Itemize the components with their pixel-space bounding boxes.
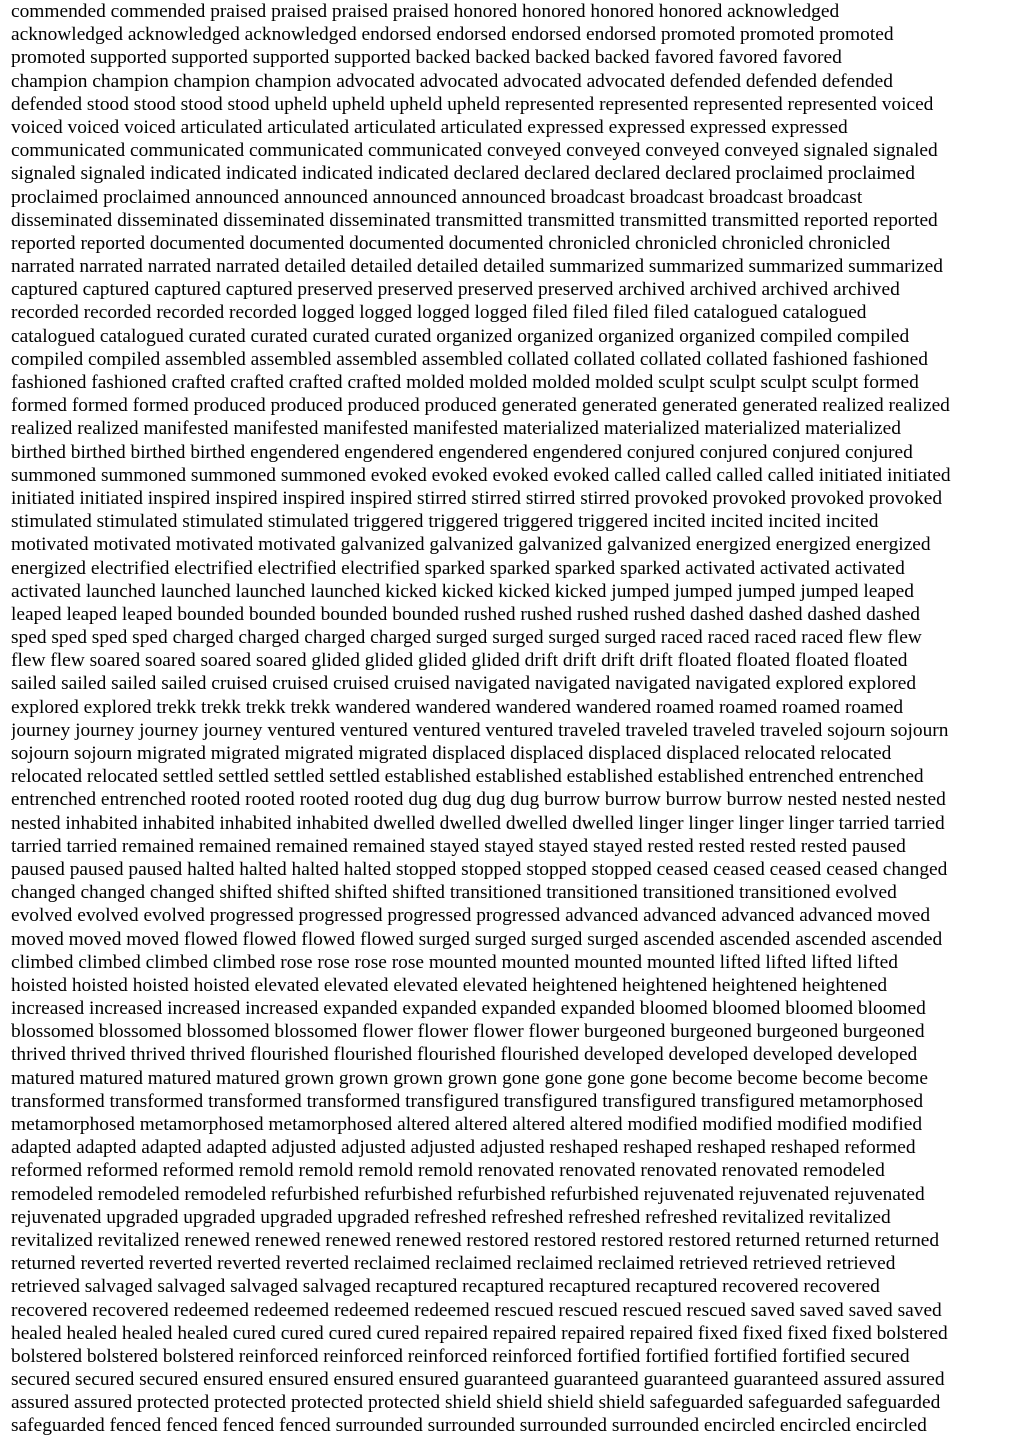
text-line: adapted adapted adapted adapted adjusted adjusted adjusted adjusted reshaped reshaped reshaped reshaped reformed	[11, 1137, 916, 1159]
text-line: disseminated disseminated disseminated disseminated transmitted transmitted transmitted transmitted reported reported	[11, 209, 938, 231]
text-line: secured secured secured ensured ensured ensured ensured guaranteed guaranteed guaranteed guaranteed assured assured	[11, 1369, 945, 1391]
text-line: recovered recovered redeemed redeemed redeemed redeemed rescued rescued rescued rescued saved saved saved saved	[11, 1299, 942, 1321]
text-line: explored explored trekk trekk trekk trekk wandered wandered wandered wandered roamed roamed roamed roamed	[11, 696, 904, 718]
text-line: defended stood stood stood stood upheld upheld upheld upheld represented represented represented represented voiced	[11, 93, 934, 115]
text-line: initiated initiated inspired inspired inspired inspired stirred stirred stirred stirred provoked provoked provoked provoked	[11, 487, 943, 509]
text-line: leaped leaped leaped bounded bounded bounded bounded rushed rushed rushed rushed dashed dashed dashed dashed	[11, 603, 920, 625]
text-line: compiled compiled assembled assembled assembled assembled collated collated collated collated fashioned fashioned	[11, 348, 928, 370]
text-line: reported reported documented documented documented documented chronicled chronicled chronicled chronicled	[11, 232, 891, 254]
text-line: formed formed formed produced produced produced produced generated generated generated generated realized realized	[11, 395, 950, 417]
text-line: activated launched launched launched launched kicked kicked kicked kicked jumped jumped jumped jumped leaped	[11, 580, 914, 602]
text-line: promoted supported supported supported supported backed backed backed backed favored favored favored	[11, 47, 842, 69]
text-line: matured matured matured matured grown grown grown grown gone gone gone gone become become become become	[11, 1067, 928, 1089]
text-line: fashioned fashioned crafted crafted crafted crafted molded molded molded molded sculpt sculpt sculpt sculpt formed	[11, 372, 919, 393]
text-line: communicated communicated communicated communicated conveyed conveyed conveyed conveyed signaled signaled	[11, 140, 938, 162]
text-line: narrated narrated narrated narrated detailed detailed detailed detailed summarized summarized summarized summarized	[11, 256, 943, 278]
text-line: rejuvenated upgraded upgraded upgraded upgraded refreshed refreshed refreshed refreshed revitalized revitalized	[11, 1206, 891, 1228]
text-line: acknowledged acknowledged acknowledged endorsed endorsed endorsed endorsed promoted promoted promoted	[11, 24, 894, 46]
text-line: reformed reformed reformed remold remold remold remold renovated renovated renovated renovated remodeled	[11, 1160, 885, 1182]
text-line: birthed birthed birthed birthed engendered engendered engendered engendered conjured conjured conjured conjured	[11, 441, 913, 463]
text-line: captured captured captured captured preserved preserved preserved preserved archived archived archived archived	[11, 279, 900, 301]
text-line: sojourn sojourn migrated migrated migrated migrated displaced displaced displaced displaced relocated relocated	[11, 743, 892, 764]
text-line: relocated relocated settled settled settled settled established established established established entrenched entrenched	[11, 766, 924, 788]
text-line: sailed sailed sailed sailed cruised cruised cruised cruised navigated navigated navigated navigated explored explored	[11, 673, 917, 695]
text-line: tarried tarried remained remained remained remained stayed stayed stayed stayed rested rested rested rested paused	[11, 835, 906, 857]
text-line: commended commended praised praised praised praised honored honored honored honored acknowledged	[11, 1, 840, 22]
text-line: proclaimed proclaimed announced announced announced announced broadcast broadcast broadcast broadcast	[11, 186, 863, 208]
text-line: nested inhabited inhabited inhabited inhabited dwelled dwelled dwelled dwelled linger linger linger linger tarried tarried	[11, 812, 945, 834]
text-line: retrieved salvaged salvaged salvaged salvaged recaptured recaptured recaptured recaptured recovered recovered	[11, 1276, 880, 1298]
text-line: catalogued catalogued curated curated curated curated organized organized organized organized compiled compiled	[11, 325, 910, 347]
text-line: revitalized revitalized renewed renewed renewed renewed restored restored restored restored returned returned returned	[11, 1229, 940, 1251]
text-line: remodeled remodeled remodeled refurbished refurbished refurbished refurbished rejuvenated rejuvenated rejuvenated	[11, 1183, 925, 1205]
text-line: increased increased increased increased expanded expanded expanded expanded bloomed bloomed bloomed bloomed	[11, 998, 926, 1020]
text-line: signaled signaled indicated indicated indicated indicated declared declared declared declared proclaimed proclaimed	[11, 163, 915, 185]
text-line: thrived thrived thrived thrived flourished flourished flourished flourished developed developed developed developed	[11, 1044, 918, 1066]
text-line: flew flew soared soared soared soared glided glided glided glided drift drift drift drift floated floated floated floated	[11, 650, 908, 672]
text-line: bolstered bolstered bolstered reinforced reinforced reinforced reinforced fortified fortified fortified fortified secured	[11, 1345, 910, 1367]
text-line: assured assured protected protected protected protected shield shield shield shield safeguarded safeguarded safeguarded	[11, 1392, 941, 1414]
text-line: recorded recorded recorded recorded logged logged logged logged filed filed filed filed catalogued catalogued	[11, 302, 867, 324]
text-line: moved moved moved flowed flowed flowed flowed surged surged surged surged ascended ascended ascended ascended	[11, 928, 943, 950]
text-line: metamorphosed metamorphosed metamorphosed altered altered altered altered modified modified modified modified	[11, 1114, 923, 1135]
text-line: motivated motivated motivated motivated galvanized galvanized galvanized galvanized energized energized energized	[11, 534, 931, 556]
text-line: summoned summoned summoned summoned evoked evoked evoked evoked called called called called initiated initiated	[11, 464, 951, 486]
text-line: blossomed blossomed blossomed blossomed flower flower flower flower burgeoned burgeoned burgeoned burgeoned	[11, 1021, 925, 1043]
text-line: entrenched entrenched rooted rooted rooted rooted dug dug dug dug burrow burrow burrow burrow nested nested nested	[11, 789, 946, 811]
text-line: returned reverted reverted reverted reverted reclaimed reclaimed reclaimed reclaimed retrieved retrieved retrieved	[11, 1253, 896, 1275]
text-line: paused paused paused halted halted halted halted stopped stopped stopped stopped ceased ceased ceased ceased changed	[11, 858, 948, 880]
text-line: hoisted hoisted hoisted hoisted elevated elevated elevated elevated heightened heightened heightened heightened	[11, 974, 888, 996]
text-line: energized electrified electrified electrified electrified sparked sparked sparked sparked activated activated activated	[11, 557, 905, 579]
text-line: realized realized manifested manifested manifested manifested materialized materialized materialized materialized	[11, 418, 901, 440]
text-line: evolved evolved evolved progressed progressed progressed progressed advanced advanced advanced advanced moved	[11, 905, 931, 927]
text-line: climbed climbed climbed climbed rose rose rose rose mounted mounted mounted mounted lifted lifted lifted lifted	[11, 951, 898, 973]
text-line: sped sped sped sped charged charged charged charged surged surged surged surged raced raced raced raced flew flew	[11, 627, 922, 649]
text-line: healed healed healed healed cured cured cured cured repaired repaired repaired repaired fixed fixed fixed fixed bolstered	[11, 1322, 948, 1344]
text-line: safeguarded fenced fenced fenced fenced surrounded surrounded surrounded surrounded encircled encircled encircled	[11, 1415, 927, 1437]
text-line: journey journey journey journey ventured ventured ventured ventured traveled traveled traveled traveled sojourn sojourn	[11, 719, 949, 741]
text-line: transformed transformed transformed transformed transfigured transfigured transfigured transfigured metamorphosed	[11, 1090, 924, 1112]
text-line: stimulated stimulated stimulated stimulated triggered triggered triggered triggered incited incited incited incited	[11, 511, 879, 533]
text-line: voiced voiced voiced articulated articulated articulated articulated expressed expressed expressed expressed	[11, 116, 848, 138]
text-line: changed changed changed shifted shifted shifted shifted transitioned transitioned transitioned transitioned evolved	[11, 882, 897, 904]
body-text	[11, 0, 1021, 1438]
text-line: champion champion champion champion advocated advocated advocated advocated defended defended defended	[11, 70, 893, 92]
